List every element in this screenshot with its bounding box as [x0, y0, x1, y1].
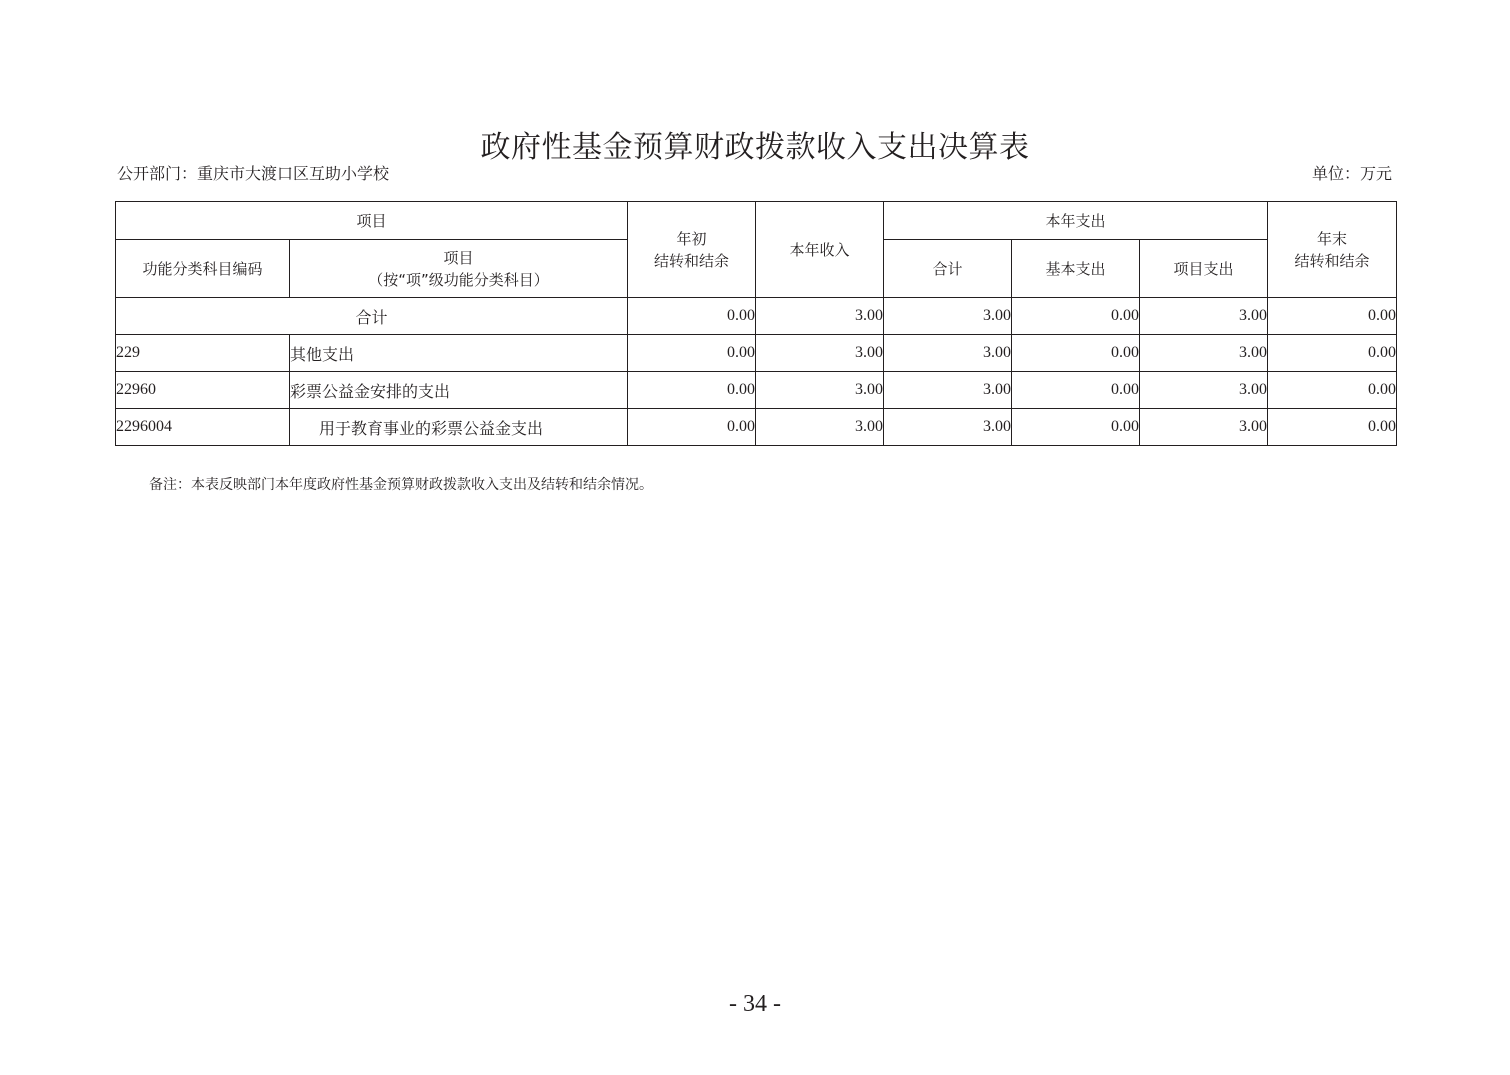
- row-income: 3.00: [756, 372, 884, 409]
- total-expense-project: 3.00: [1140, 298, 1268, 335]
- row-expense-basic: 0.00: [1012, 372, 1140, 409]
- row-expense-project: 3.00: [1140, 409, 1268, 446]
- total-closing: 0.00: [1268, 298, 1397, 335]
- table-row: [116, 335, 1397, 372]
- department-label: 公开部门：重庆市大渡口区互助小学校: [117, 164, 390, 183]
- header-code: 功能分类科目编码: [116, 240, 290, 298]
- unit-label: 单位：万元: [1311, 164, 1392, 183]
- table-note: 备注：本表反映部门本年度政府性基金预算财政拨款收入支出及结转和结余情况。: [149, 477, 653, 493]
- row-opening: 0.00: [628, 372, 756, 409]
- header-row-1: [116, 202, 1397, 240]
- header-project-line2: （按“项”级功能分类科目）: [368, 270, 549, 289]
- row-closing: 0.00: [1268, 335, 1397, 372]
- row-closing: 0.00: [1268, 409, 1397, 446]
- header-closing-line2: 结转和结余: [1294, 251, 1370, 270]
- row-name: 其他支出: [290, 335, 628, 372]
- total-income: 3.00: [756, 298, 884, 335]
- row-expense-basic: 0.00: [1012, 409, 1140, 446]
- row-opening: 0.00: [628, 409, 756, 446]
- row-income: 3.00: [756, 409, 884, 446]
- header-expense-basic: 基本支出: [1012, 240, 1140, 298]
- header-project-group: 项目: [116, 202, 628, 240]
- budget-table: [115, 201, 1397, 446]
- row-expense-project: 3.00: [1140, 335, 1268, 372]
- row-income: 3.00: [756, 335, 884, 372]
- row-expense-basic: 0.00: [1012, 335, 1140, 372]
- row-expense-total: 3.00: [884, 372, 1012, 409]
- row-code: 22960: [116, 372, 290, 409]
- row-name: 彩票公益金安排的支出: [290, 372, 628, 409]
- row-name: 用于教育事业的彩票公益金支出: [290, 409, 628, 446]
- header-closing-balance: [1268, 202, 1397, 298]
- header-opening-balance: [628, 202, 756, 298]
- total-row: [116, 298, 1397, 335]
- row-closing: 0.00: [1268, 372, 1397, 409]
- row-opening: 0.00: [628, 335, 756, 372]
- total-expense-basic: 0.00: [1012, 298, 1140, 335]
- page-title: 政府性基金预算财政拨款收入支出决算表: [480, 130, 1030, 165]
- total-label: 合计: [116, 298, 628, 335]
- header-project: [290, 240, 628, 298]
- header-expense-group: 本年支出: [884, 202, 1268, 240]
- header-expense-total: 合计: [884, 240, 1012, 298]
- header-income: 本年收入: [756, 202, 884, 298]
- row-expense-total: 3.00: [884, 409, 1012, 446]
- header-closing-line1: 年末: [1317, 229, 1348, 248]
- page-number: - 34 -: [729, 991, 781, 1017]
- table-row: [116, 372, 1397, 409]
- row-expense-project: 3.00: [1140, 372, 1268, 409]
- row-expense-total: 3.00: [884, 335, 1012, 372]
- total-opening: 0.00: [628, 298, 756, 335]
- header-project-line1: 项目: [443, 248, 474, 267]
- row-code: 229: [116, 335, 290, 372]
- header-opening-line1: 年初: [676, 229, 707, 248]
- row-code: 2296004: [116, 409, 290, 446]
- total-expense-total: 3.00: [884, 298, 1012, 335]
- header-expense-project: 项目支出: [1140, 240, 1268, 298]
- header-opening-line2: 结转和结余: [654, 251, 730, 270]
- table-row: [116, 409, 1397, 446]
